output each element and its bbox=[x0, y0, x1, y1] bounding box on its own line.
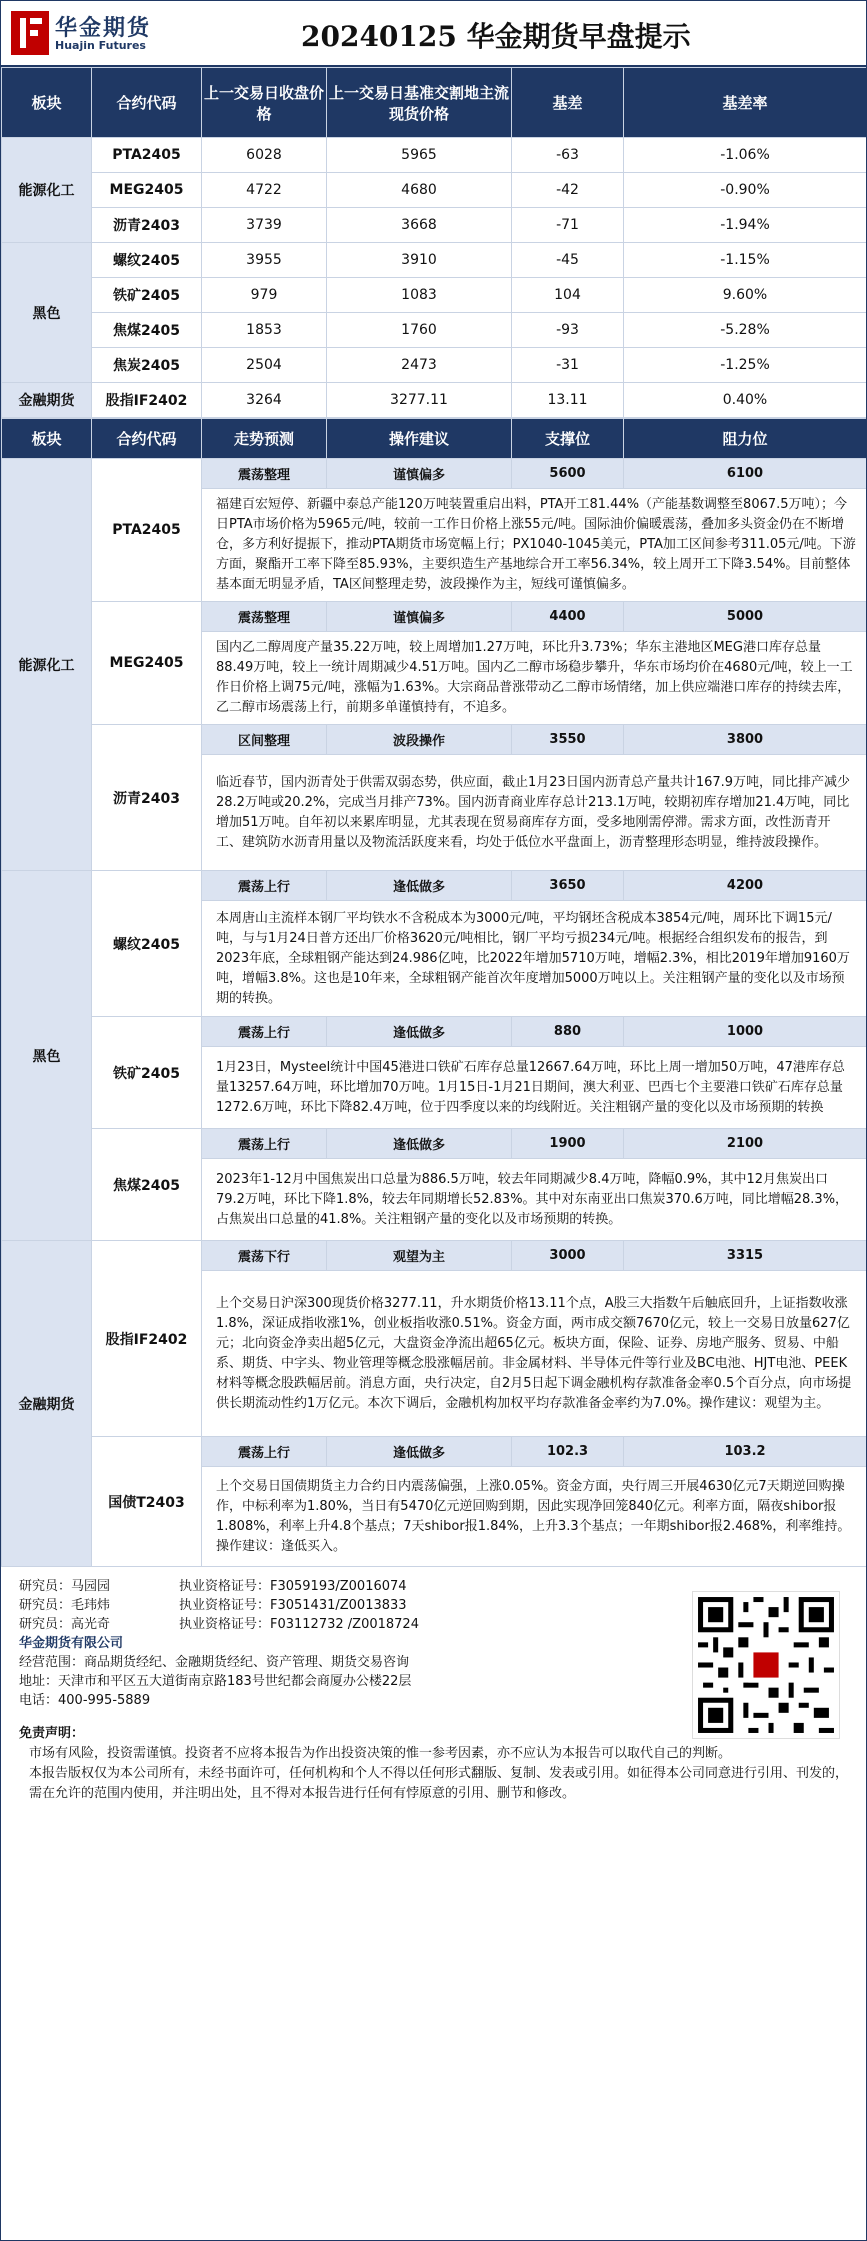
resistance-level: 2100 bbox=[624, 1129, 867, 1159]
analysis-text: 本周唐山主流样本钢厂平均铁水不含税成本为3000元/吨，平均钢坯含税成本3854元/吨，周环比下调15元/吨，与与1月24日普方还出厂价格3620元/吨相比，钢厂平均亏损234元/吨。根据经合组织发布的报告，到2023年底，全球粗钢产能达到24.986亿吨，比2022年增加5710万吨，增幅2.3%，相比2019年增加9160万吨，增幅3.8%。这也是10年来，全球粗钢产能首次年度增加5000万吨以上。关注粗钢产量的变化以及市场预期的转换。 bbox=[202, 901, 867, 1017]
resistance-level: 103.2 bbox=[624, 1437, 867, 1467]
close-price: 2504 bbox=[202, 348, 327, 383]
support-level: 5600 bbox=[512, 459, 624, 489]
basis-table-header bbox=[2, 68, 867, 138]
company-scope: 经营范围：商品期货经纪、金融期货经纪、资产管理、期货交易咨询 bbox=[19, 1655, 410, 1670]
sector-label: 金融期货 bbox=[2, 1241, 92, 1567]
operation-advice: 谨慎偏多 bbox=[327, 459, 512, 489]
report-footer bbox=[1, 1567, 866, 1720]
close-price: 3739 bbox=[202, 208, 327, 243]
contract-code: 螺纹2405 bbox=[92, 871, 202, 1017]
contract-code: 螺纹2405 bbox=[92, 243, 202, 278]
contract-code: 铁矿2405 bbox=[92, 1017, 202, 1129]
close-price: 6028 bbox=[202, 138, 327, 173]
resistance-level: 3800 bbox=[624, 725, 867, 755]
researcher-name: 研究员：毛玮炜 bbox=[19, 1598, 111, 1613]
strategy-table bbox=[1, 418, 867, 1567]
strategy-row bbox=[2, 1129, 867, 1159]
trend-forecast: 震荡上行 bbox=[202, 1437, 327, 1467]
operation-advice: 逢低做多 bbox=[327, 1437, 512, 1467]
company-address: 地址：天津市和平区五大道街南京路183号世纪都会商厦办公楼22层 bbox=[19, 1674, 412, 1689]
report-title: 20240125 华金期货早盘提示 bbox=[301, 20, 691, 53]
col-code: 合约代码 bbox=[92, 419, 202, 459]
sector-label: 能源化工 bbox=[2, 459, 92, 871]
disclaimer-risk: 市场有风险，投资需谨慎。投资者不应将本报告为作出投资决策的惟一参考因素，亦不应认为本报告可以取代自己的判断。 bbox=[29, 1746, 732, 1761]
strategy-table-header bbox=[2, 419, 867, 459]
trend-forecast: 震荡整理 bbox=[202, 459, 327, 489]
report-header bbox=[1, 1, 866, 67]
researcher-license: 执业资格证号：F3059193/Z0016074 bbox=[179, 1579, 407, 1594]
researcher-name: 研究员：马园园 bbox=[19, 1579, 111, 1594]
sector-label: 黑色 bbox=[2, 871, 92, 1241]
analysis-text: 2023年1-12月中国焦炭出口总量为886.5万吨，较去年同期减少8.4万吨，降幅0.9%，其中12月焦炭出口79.2万吨，环比下降1.8%，较去年同期增长52.83%。其中对东南亚出口焦炭370.6万吨，同比增幅28.3%，占焦炭出口总量的41.8%。关注粗钢产量的变化以及市场预期的转换。 bbox=[202, 1159, 867, 1241]
col-sector: 板块 bbox=[2, 419, 92, 459]
basis-value: 13.11 bbox=[512, 383, 624, 418]
contract-code: 股指IF2402 bbox=[92, 1241, 202, 1437]
basis-rate: -1.06% bbox=[624, 138, 867, 173]
strategy-row bbox=[2, 725, 867, 755]
trend-forecast: 震荡整理 bbox=[202, 602, 327, 632]
basis-row bbox=[2, 173, 867, 208]
strategy-row bbox=[2, 1437, 867, 1467]
basis-rate: -0.90% bbox=[624, 173, 867, 208]
operation-advice: 逢低做多 bbox=[327, 1129, 512, 1159]
resistance-level: 5000 bbox=[624, 602, 867, 632]
basis-row bbox=[2, 138, 867, 173]
col-support: 支撑位 bbox=[512, 419, 624, 459]
basis-row bbox=[2, 313, 867, 348]
spot-price: 4680 bbox=[327, 173, 512, 208]
support-level: 3550 bbox=[512, 725, 624, 755]
col-basis: 基差 bbox=[512, 68, 624, 138]
basis-rate: -1.25% bbox=[624, 348, 867, 383]
col-basis-rate: 基差率 bbox=[624, 68, 867, 138]
close-price: 4722 bbox=[202, 173, 327, 208]
contract-code: 沥青2403 bbox=[92, 725, 202, 871]
support-level: 4400 bbox=[512, 602, 624, 632]
logo-en-text: Huajin Futures bbox=[55, 39, 146, 52]
close-price: 1853 bbox=[202, 313, 327, 348]
logo-mark-icon bbox=[11, 11, 49, 55]
col-code: 合约代码 bbox=[92, 68, 202, 138]
contract-code: 国债T2403 bbox=[92, 1437, 202, 1567]
basis-rate: -5.28% bbox=[624, 313, 867, 348]
qr-code-icon[interactable] bbox=[692, 1591, 840, 1739]
resistance-level: 1000 bbox=[624, 1017, 867, 1047]
spot-price: 1083 bbox=[327, 278, 512, 313]
spot-price: 3668 bbox=[327, 208, 512, 243]
col-resist: 阻力位 bbox=[624, 419, 867, 459]
spot-price: 1760 bbox=[327, 313, 512, 348]
basis-row bbox=[2, 278, 867, 313]
sector-label: 金融期货 bbox=[2, 383, 92, 418]
sector-label: 能源化工 bbox=[2, 138, 92, 243]
basis-rate: 9.60% bbox=[624, 278, 867, 313]
company-phone: 电话：400-995-5889 bbox=[19, 1693, 151, 1708]
disclaimer-title: 免责声明： bbox=[19, 1726, 85, 1741]
contract-code: MEG2405 bbox=[92, 602, 202, 725]
basis-row bbox=[2, 348, 867, 383]
strategy-row bbox=[2, 459, 867, 489]
company-name: 华金期货有限公司 bbox=[19, 1636, 124, 1651]
col-close: 上一交易日收盘价格 bbox=[202, 68, 327, 138]
analysis-text: 国内乙二醇周度产量35.22万吨，较上周增加1.27万吨，环比升3.73%；华东主港地区MEG港口库存总量88.49万吨，较上一统计周期减少4.51万吨。国内乙二醇市场稳步攀升，华东市场均价在4680元/吨，较上一工作日价格上调75元/吨，涨幅为1.63%。大宗商品普涨带动乙二醇市场情绪，加上供应端港口库存的持续去库，乙二醇市场震荡上行，前期多单谨慎持有，不追多。 bbox=[202, 632, 867, 725]
trend-forecast: 震荡上行 bbox=[202, 871, 327, 901]
sector-label: 黑色 bbox=[2, 243, 92, 383]
basis-value: -63 bbox=[512, 138, 624, 173]
contract-code: 焦煤2405 bbox=[92, 1129, 202, 1241]
basis-row bbox=[2, 243, 867, 278]
basis-value: 104 bbox=[512, 278, 624, 313]
spot-price: 5965 bbox=[327, 138, 512, 173]
researcher-license: 执业资格证号：F3051431/Z0013833 bbox=[179, 1598, 407, 1613]
contract-code: 焦炭2405 bbox=[92, 348, 202, 383]
strategy-row bbox=[2, 871, 867, 901]
operation-advice: 波段操作 bbox=[327, 725, 512, 755]
basis-row bbox=[2, 383, 867, 418]
trend-forecast: 震荡上行 bbox=[202, 1017, 327, 1047]
close-price: 3955 bbox=[202, 243, 327, 278]
basis-rate: -1.94% bbox=[624, 208, 867, 243]
col-advice: 操作建议 bbox=[327, 419, 512, 459]
basis-rate: 0.40% bbox=[624, 383, 867, 418]
close-price: 3264 bbox=[202, 383, 327, 418]
operation-advice: 逢低做多 bbox=[327, 1017, 512, 1047]
support-level: 3000 bbox=[512, 1241, 624, 1271]
basis-row bbox=[2, 208, 867, 243]
logo-cn-text: 华金期货 bbox=[55, 16, 152, 41]
resistance-level: 3315 bbox=[624, 1241, 867, 1271]
resistance-level: 4200 bbox=[624, 871, 867, 901]
operation-advice: 观望为主 bbox=[327, 1241, 512, 1271]
basis-table bbox=[1, 67, 867, 418]
basis-value: -71 bbox=[512, 208, 624, 243]
strategy-row bbox=[2, 1017, 867, 1047]
analysis-text: 上个交易日沪深300现货价格3277.11，升水期货价格13.11个点，A股三大指数午后触底回升，上证指数收涨1.8%，深证成指收涨1%，创业板指收涨0.51%。资金方面，两市成交额7670亿元，较上一交易日放量627亿元；北向资金净卖出超5亿元，大盘资金净流出超65亿元。板块方面，保险、证券、房地产服务、贸易、中船系、期货、中字头、物业管理等概念股涨幅居前。非金属材料、半导体元件等行业及BC电池、HJT电池、PEEK材料等概念股跌幅居前。消息方面，央行决定，自2月5日起下调金融机构存款准备金率0.5个百分点，向市场提供长期流动性约1万亿元。本次下调后，金融机构加权平均存款准备金率约为7.0%。操作建议：观望为主。 bbox=[202, 1271, 867, 1437]
operation-advice: 逢低做多 bbox=[327, 871, 512, 901]
basis-value: -31 bbox=[512, 348, 624, 383]
col-sector: 板块 bbox=[2, 68, 92, 138]
col-trend: 走势预测 bbox=[202, 419, 327, 459]
basis-value: -42 bbox=[512, 173, 624, 208]
researcher-license: 执业资格证号：F03112732 /Z0018724 bbox=[179, 1617, 419, 1632]
trend-forecast: 震荡下行 bbox=[202, 1241, 327, 1271]
contract-code: 铁矿2405 bbox=[92, 278, 202, 313]
spot-price: 2473 bbox=[327, 348, 512, 383]
basis-rate: -1.15% bbox=[624, 243, 867, 278]
contract-code: PTA2405 bbox=[92, 138, 202, 173]
spot-price: 3910 bbox=[327, 243, 512, 278]
basis-value: -45 bbox=[512, 243, 624, 278]
disclaimer-copyright: 本报告版权仅为本公司所有，未经书面许可，任何机构和个人不得以任何形式翻版、复制、发表或引用。如征得本公司同意进行引用、刊发的，需在允许的范围内使用，并注明出处，且不得对本报告进行任何有悖原意的引用、删节和修改。 bbox=[29, 1766, 849, 1801]
contract-code: MEG2405 bbox=[92, 173, 202, 208]
company-logo bbox=[11, 9, 171, 59]
analysis-text: 福建百宏短停、新疆中泰总产能120万吨装置重启出料，PTA开工81.44%（产能基数调整至8067.5万吨）；今日PTA市场价格为5965元/吨，较前一工作日价格上涨55元/吨。国际油价偏暖震荡，叠加多头资金仍在不断增仓，多方利好提振下，推动PTA期货市场宽幅上行；PX1040-1045美元，PTA加工区间参考311.05元/吨。下游方面，聚酯开工率下降至85.93%，主要织造生产基地综合开工率56.34%，较上周开工下降3.54%。目前整体基本面无明显矛盾，TA区间整理走势，波段操作为主，短线可谨慎偏多。 bbox=[202, 489, 867, 602]
spot-price: 3277.11 bbox=[327, 383, 512, 418]
contract-code: 焦煤2405 bbox=[92, 313, 202, 348]
basis-value: -93 bbox=[512, 313, 624, 348]
analysis-text: 临近春节，国内沥青处于供需双弱态势，供应面，截止1月23日国内沥青总产量共计167.9万吨，同比排产减少28.2万吨或20.2%，完成当月排产73%。国内沥青商业库存总计213.1万吨，较期初库存增加21.4万吨，同比增加51万吨。自年初以来累库明显，尤其表现在贸易商库存方面，受多地刚需停滞。需求方面，改性沥青开工、建筑防水沥青用量以及物流活跃度来看，均处于低位水平盘面上，沥青整理形态明显，维持波段操作。 bbox=[202, 755, 867, 871]
researcher-name: 研究员：高光奇 bbox=[19, 1617, 111, 1632]
trend-forecast: 区间整理 bbox=[202, 725, 327, 755]
support-level: 880 bbox=[512, 1017, 624, 1047]
contract-code: 沥青2403 bbox=[92, 208, 202, 243]
support-level: 3650 bbox=[512, 871, 624, 901]
strategy-row bbox=[2, 602, 867, 632]
analysis-text: 1月23日，Mysteel统计中国45港进口铁矿石库存总量12667.64万吨，环比上周一增加50万吨，47港库存总量13257.64万吨，环比增加70万吨。1月15日-1月21日期间，澳大利亚、巴西七个主要港口铁矿石库存总量1272.6万吨，环比下降82.4万吨，位于四季度以来的均线附近。关注粗钢产量的变化以及市场预期的转换 bbox=[202, 1047, 867, 1129]
contract-code: PTA2405 bbox=[92, 459, 202, 602]
strategy-row bbox=[2, 1241, 867, 1271]
operation-advice: 谨慎偏多 bbox=[327, 602, 512, 632]
analysis-text: 上个交易日国债期货主力合约日内震荡偏强，上涨0.05%。资金方面，央行周三开展4630亿元7天期逆回购操作，中标利率为1.80%，当日有5470亿元逆回购到期，因此实现净回笼840亿元。利率方面，隔夜shibor报1.808%，利率上升4.8个基点；7天shibor报1.84%，上升3.3个基点；一年期shibor报2.468%，利率维持。操作建议：逢低买入。 bbox=[202, 1467, 867, 1567]
support-level: 1900 bbox=[512, 1129, 624, 1159]
close-price: 979 bbox=[202, 278, 327, 313]
contract-code: 股指IF2402 bbox=[92, 383, 202, 418]
support-level: 102.3 bbox=[512, 1437, 624, 1467]
col-spot: 上一交易日基准交割地主流现货价格 bbox=[327, 68, 512, 138]
trend-forecast: 震荡上行 bbox=[202, 1129, 327, 1159]
resistance-level: 6100 bbox=[624, 459, 867, 489]
